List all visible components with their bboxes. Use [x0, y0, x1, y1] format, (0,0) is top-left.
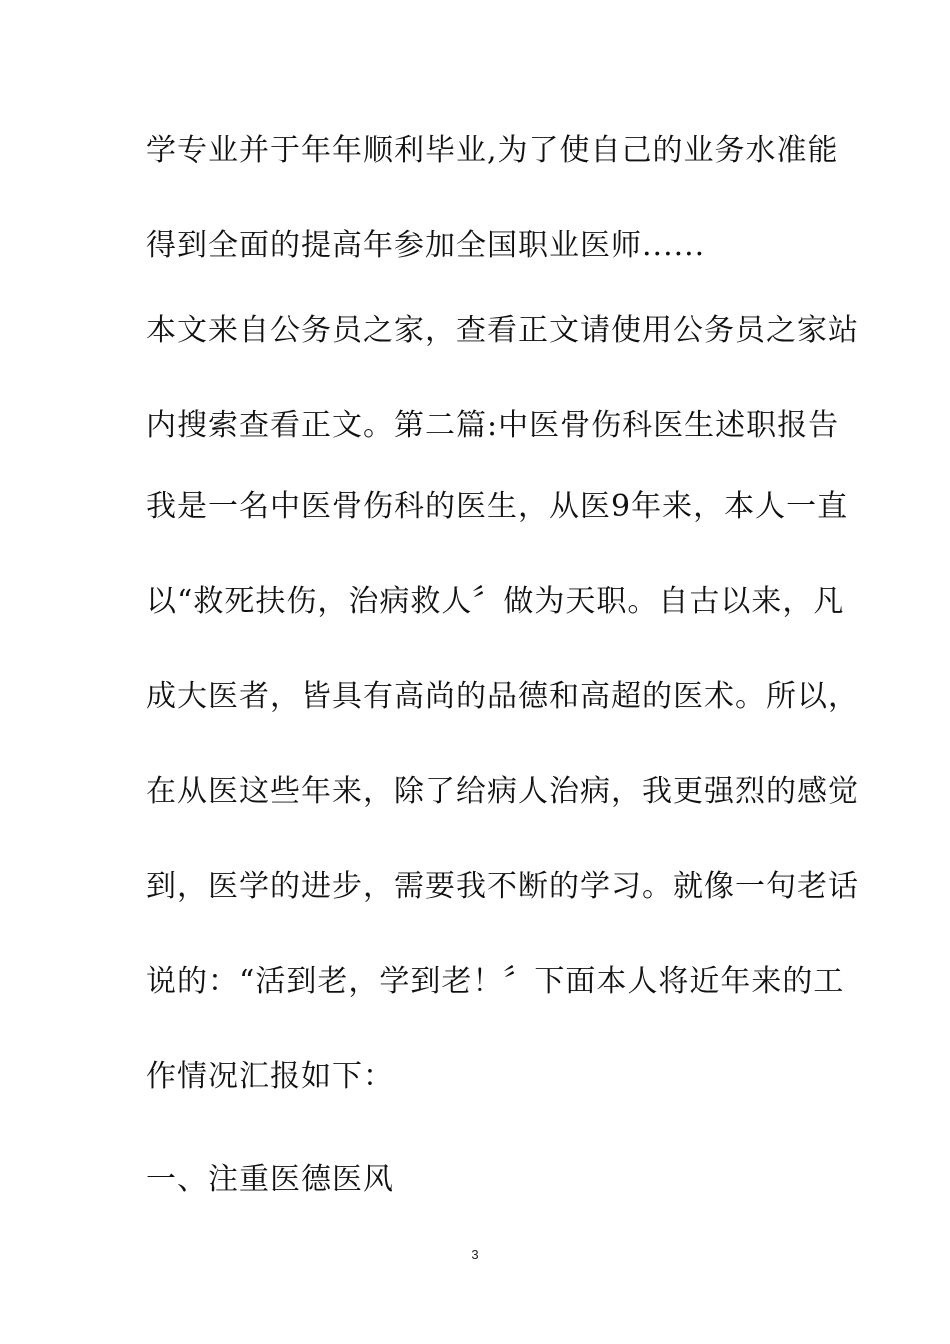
body-text-line: 成大医者，皆具有高尚的品德和高超的医术。所以， — [146, 679, 859, 714]
body-text-line: 我是一名中医骨伤科的医生，从医9年来，本人一直 — [146, 489, 849, 524]
body-text-line: 在从医这些年来，除了给病人治病，我更强烈的感觉 — [146, 774, 859, 809]
body-text-line: 得到全面的提高年参加全国职业医师...... — [146, 228, 706, 263]
body-text-line: 说的：“活到老，学到老！〞下面本人将近年来的工 — [146, 964, 845, 999]
body-text-line: 到，医学的进步，需要我不断的学习。就像一句老话 — [146, 869, 859, 904]
body-text-line: 学专业并于年年顺利毕业,为了使自己的业务水准能 — [146, 133, 839, 168]
body-text-line: 以“救死扶伤，治病救人〞做为天职。自古以来，凡 — [146, 584, 845, 619]
body-text-line: 作情况汇报如下： — [146, 1059, 394, 1094]
page-number: 3 — [471, 1247, 479, 1262]
body-text-line: 本文来自公务员之家，查看正文请使用公务员之家站 — [146, 313, 859, 348]
body-text-line: 内搜索查看正文。第二篇:中医骨伤科医生述职报告 — [146, 408, 840, 443]
section-heading: 一、注重医德医风 — [146, 1162, 394, 1197]
